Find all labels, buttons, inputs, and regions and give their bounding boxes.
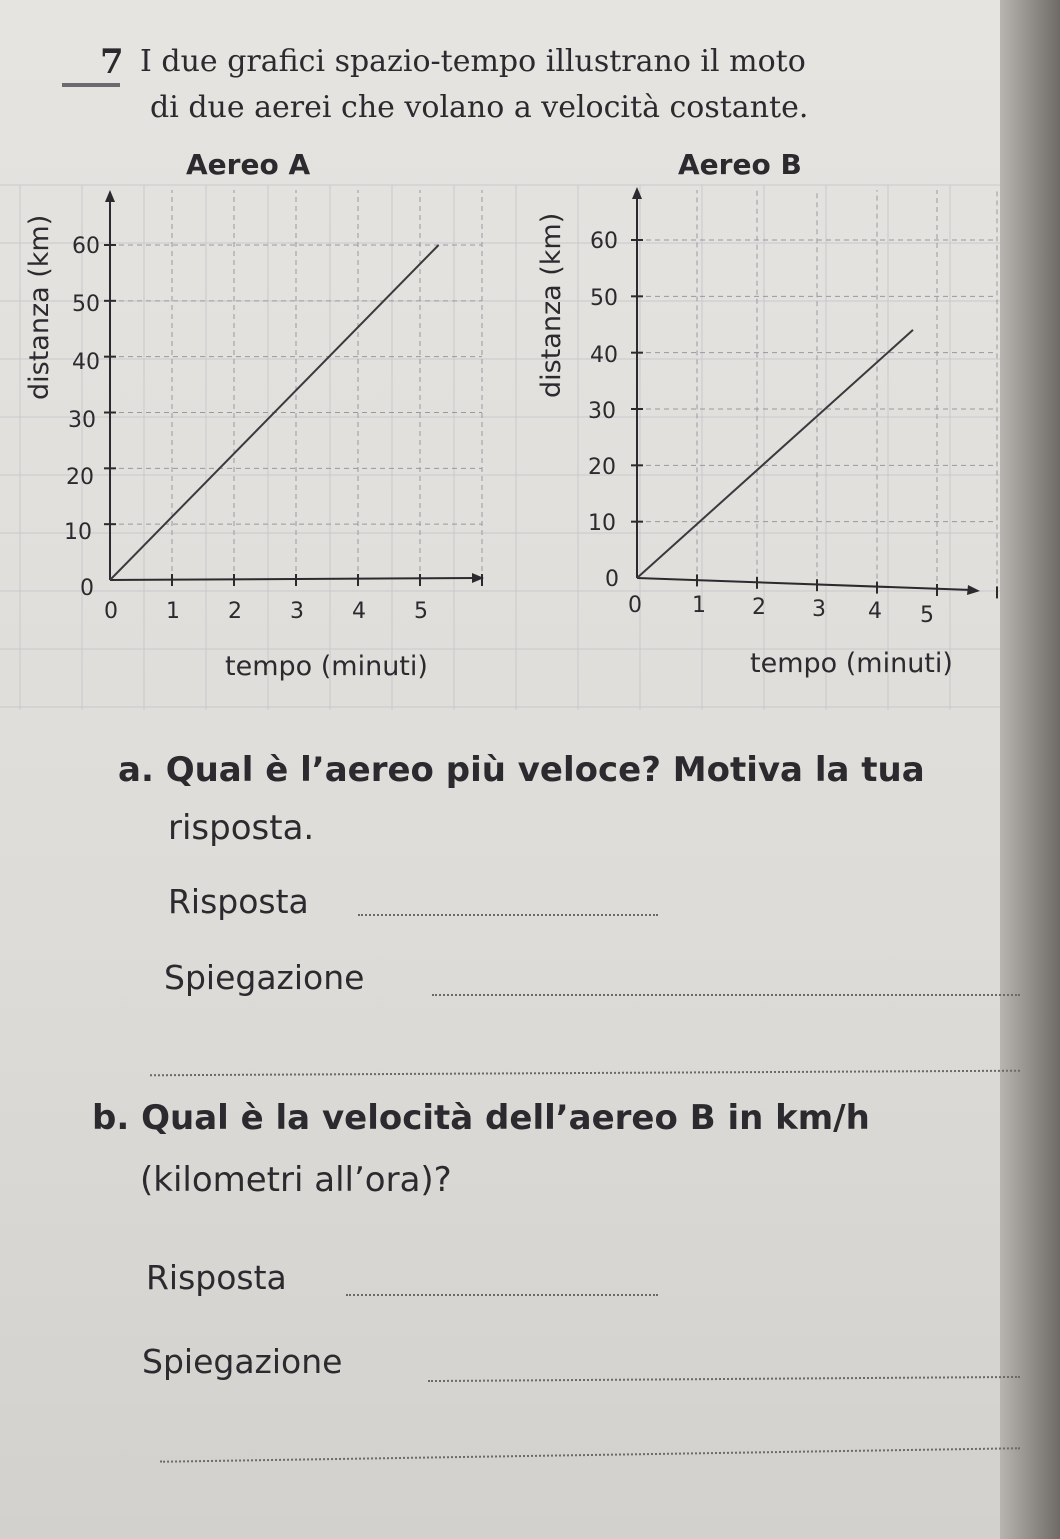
question-number: 7 [100,42,124,82]
chart-b-x-axis [637,578,972,590]
chart-a-xlabel: tempo (minuti) [225,651,428,682]
background-grid [0,185,1000,710]
part-b-answer-line[interactable] [346,1294,658,1296]
part-a-answer-label: Risposta [168,882,309,921]
chart-a-ytick-20: 20 [66,465,94,490]
chart-b-xtick-1: 1 [692,593,706,618]
part-a-question-line-2: risposta. [168,808,315,848]
chart-b-series-line [637,330,913,578]
chart-b-x-arrow [967,585,980,595]
part-b-question-line-1: b. Qual è la velocità dell’aereo B in km/h [92,1098,870,1138]
chart-b-ylabel: distanza (km) [536,212,567,398]
chart-a-ytick-40: 40 [72,350,100,375]
part-b-answer-label: Risposta [146,1258,287,1297]
chart-a-xtick-0: 0 [104,599,118,624]
part-b-question-line-2: (kilometri all’ora)? [140,1160,452,1200]
chart-b-gridlines [631,190,997,598]
page-edge-shadow [1000,0,1060,1539]
chart-a-y-arrow [105,190,115,202]
chart-a-xtick-1: 1 [166,599,180,624]
chart-b-ytick-60: 60 [590,229,618,254]
chart-a-ytick-50: 50 [72,292,100,317]
chart-b-ytick-40: 40 [590,343,618,368]
chart-b-xtick-4: 4 [868,599,882,624]
chart-b-ytick-30: 30 [588,399,616,424]
chart-b-xtick-2: 2 [752,595,766,620]
chart-a-ytick-0: 0 [80,576,94,601]
charts-area [0,0,1000,720]
chart-b-ytick-50: 50 [590,286,618,311]
intro-line-2: di due aerei che volano a velocità costante. [150,90,809,125]
chart-a-title: Aereo A [186,148,311,181]
chart-a-xtick-3: 3 [290,599,304,624]
chart-a-ytick-10: 10 [64,520,92,545]
chart-a-xtick-5: 5 [414,599,428,624]
chart-b-ytick-0: 0 [605,567,619,592]
part-a-explanation-line-1[interactable] [432,994,1020,996]
chart-a-ylabel: distanza (km) [24,214,55,400]
chart-a-x-axis [110,578,478,580]
chart-a-xtick-4: 4 [352,599,366,624]
part-a-answer-line[interactable] [358,914,658,916]
chart-a-gridlines [104,190,482,586]
chart-b-xtick-0: 0 [628,593,642,618]
chart-b-ytick-20: 20 [588,455,616,480]
chart-a-xtick-2: 2 [228,599,242,624]
chart-a-ytick-60: 60 [72,234,100,259]
chart-b-title: Aereo B [678,148,802,181]
intro-line-1: I due grafici spazio-tempo illustrano il moto [140,44,806,79]
chart-b-xtick-5: 5 [920,603,934,628]
chart-b-xlabel: tempo (minuti) [750,648,953,679]
chart-b-xtick-3: 3 [812,597,826,622]
chart-b [536,187,997,679]
part-a-question-line-1: a. Qual è l’aereo più veloce? Motiva la tua [118,750,925,790]
chart-b-ytick-10: 10 [588,511,616,536]
chart-a-ytick-30: 30 [68,408,96,433]
part-b-explanation-label: Spiegazione [142,1342,343,1381]
chart-a [24,190,484,682]
part-a-explanation-label: Spiegazione [164,958,365,997]
